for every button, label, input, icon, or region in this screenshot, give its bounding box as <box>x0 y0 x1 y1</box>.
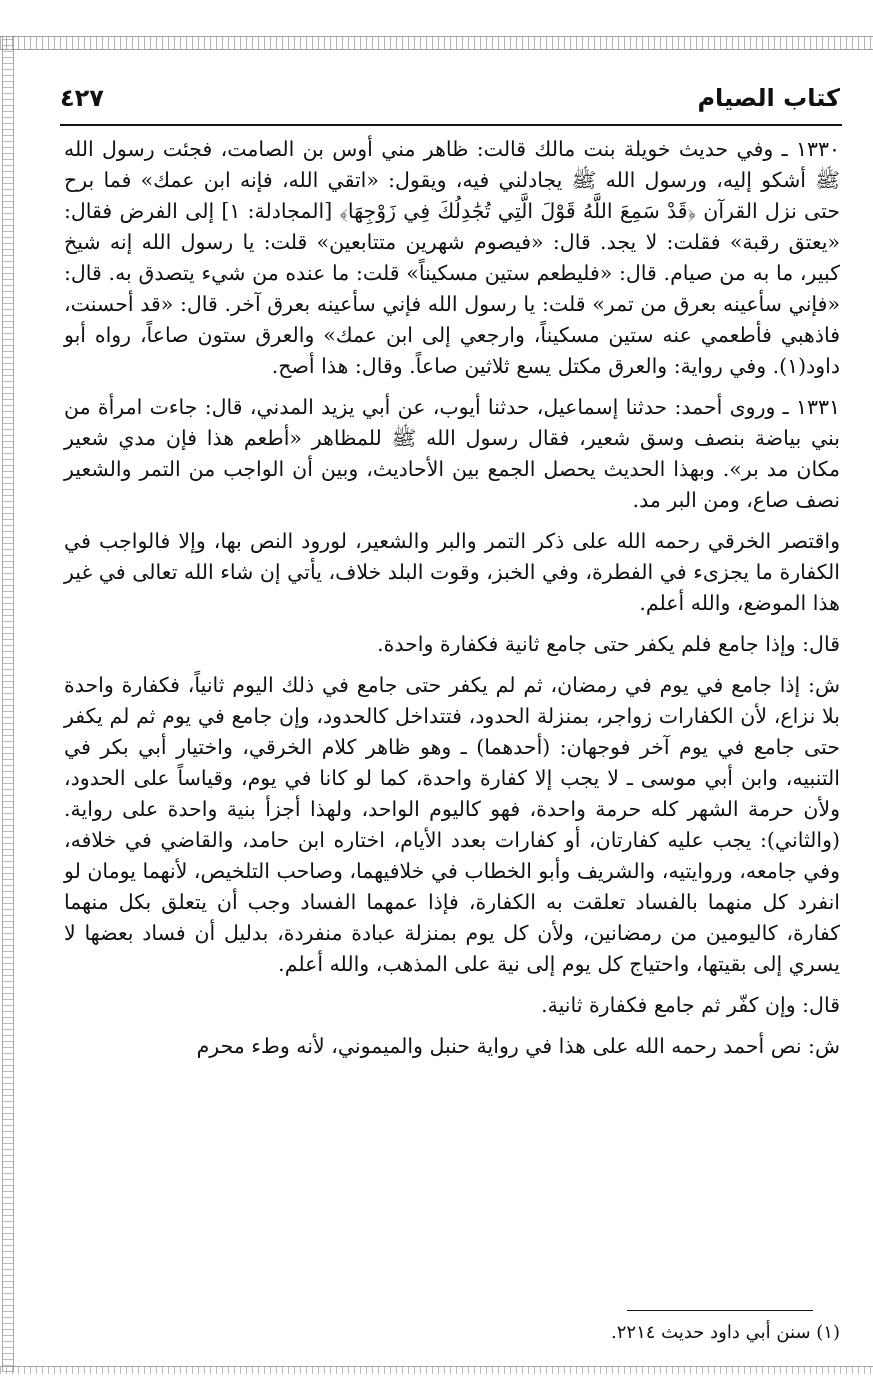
decorative-border-bottom <box>0 1366 873 1374</box>
footnote-rule <box>627 1310 813 1311</box>
footnote: (١) سنن أبي داود حديث ٢٢١٤. <box>611 1322 840 1343</box>
paragraph-matn-1: قال: وإذا جامع فلم يكفر حتى جامع ثانية فكفارة واحدة. <box>377 632 840 656</box>
page-header <box>60 80 840 124</box>
decorative-border-top <box>0 36 873 50</box>
paragraph-kharqi-note: واقتصر الخرقي رحمه الله على ذكر التمر والبر والشعير، لورود النص بها، وإلا فالواجب في الكفارة ما يجزىء في الفطرة، وفي الخبز، وقوت البلد خلاف، يأتي إن شاء الله تعالى في غير هذا الموضع، والله أعلم. <box>64 529 840 615</box>
paragraph-hadith-1331: ١٣٣١ ـ وروى أحمد: حدثنا إسماعيل، حدثنا أيوب، عن أبي يزيد المدني، قال: جاءت امرأة من بني بياضة بنصف وسق شعير، فقال رسول الله ﷺ للمظاهر «أطعم هذا فإن مدي شعير مكان مد بر». وبهذا الحديث يحصل الجمع بين الأحاديث، وبين أن الواجب من التمر والشعير نصف صاع، ومن البر مد. <box>64 395 840 512</box>
paragraph-matn-2: قال: وإن كفّر ثم جامع فكفارة ثانية. <box>541 993 840 1017</box>
paragraph-sharh-2: ش: نص أحمد رحمه الله على هذا في رواية حنبل والميموني، لأنه وطء محرم <box>196 1034 840 1058</box>
decorative-border-left <box>2 36 14 1372</box>
header-rule <box>60 124 842 126</box>
paragraph-sharh-1: ش: إذا جامع في يوم في رمضان، ثم لم يكفر حتى جامع في ذلك اليوم ثانياً، فكفارة واحدة بلا نزاع، لأن الكفارات زواجر، بمنزلة الحدود، فتتداخل كالحدود، وإن جامع في يوم ثم لم يكفر حتى جامع في يوم آخر فوجهان: (أحدهما) ـ وهو ظاهر كلام الخرقي، واختيار أبي بكر في التنبيه، وابن أبي موسى ـ لا يجب إلا كفارة واحدة، كما لو كانا في يوم، وقياساً على الحدود، ولأن حرمة الشهر كله حرمة واحدة، فهو كاليوم الواحد، ولهذا أجزأ بنية واحدة على رواية. (والثاني): يجب عليه كفارتان، أو كفارات بعدد الأيام، اختاره ابن حامد، والقاضي في خلافه، وفي جامعه، وروايتيه، والشريف وأبو الخطاب في خلافيهما، وصاحب التلخيص، لأنهما يومان لو انفرد كل منهما بالفساد تعلقت به الكفارة، فإذا عمهما الفساد وجب أن يتعلق بكل منهما كفارة، كاليومين من رمضانين، ولأن كل يوم بمنزلة عبادة منفردة، بدليل أن فساد بعضها لا يسري إلى بقيتها، واحتياج كل يوم إلى نية على المذهب، والله أعلم. <box>64 673 840 976</box>
running-title: كتاب الصيام <box>697 84 840 112</box>
page-number: ٤٢٧ <box>60 84 104 112</box>
main-text <box>64 134 840 1072</box>
paragraph-hadith-1330: ١٣٣٠ ـ وفي حديث خويلة بنت مالك قالت: ظاهر مني أوس بن الصامت، فجئت رسول الله ﷺ أشكو إليه، ورسول الله ﷺ يجادلني فيه، ويقول: «اتقي الله، فإنه ابن عمك» فما برح حتى نزل القرآن ﴿قَدْ سَمِعَ اللَّهُ قَوْلَ الَّتِي تُجَٰدِلُكَ فِي زَوْجِهَا﴾ [المجادلة: ١] إلى الفرض فقال: «يعتق رقبة» فقلت: لا يجد. قال: «فيصوم شهرين متتابعين» قلت: يا رسول الله إنه شيخ كبير، ما به من صيام. قال: «فليطعم ستين مسكيناً» قلت: ما عنده من شيء يتصدق به. قال: «فإني سأعينه بعرق من تمر» قلت: يا رسول الله فإني سأعينه بعرق آخر. قال: «قد أحسنت، فاذهبي فأطعمي عنه ستين مسكيناً، وارجعي إلى ابن عمك» والعرق ستون صاعاً، رواه أبو داود(١). وفي رواية: والعرق مكتل يسع ثلاثين صاعاً. وقال: هذا أصح. <box>64 137 840 378</box>
